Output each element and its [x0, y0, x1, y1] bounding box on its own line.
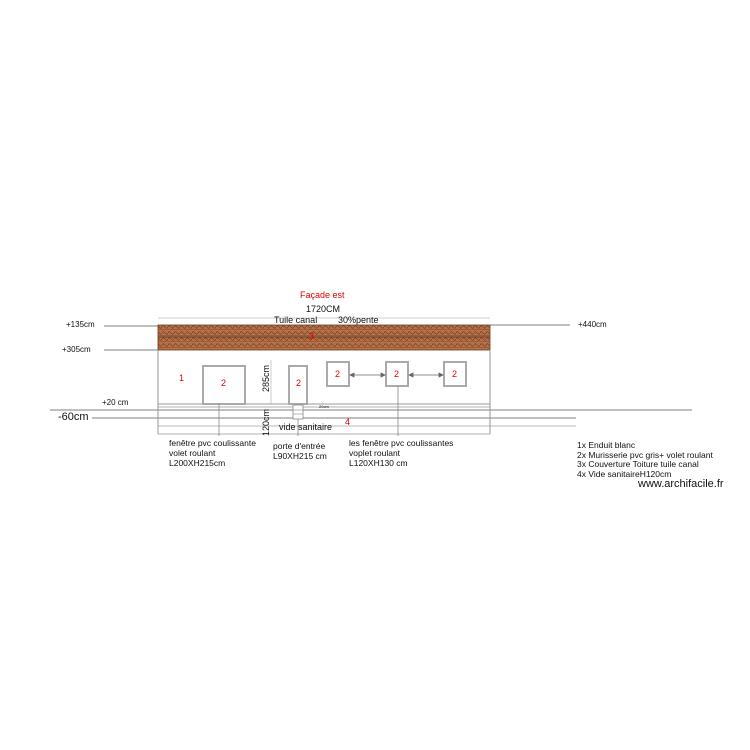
level-ridge-left: +135cm — [66, 320, 95, 329]
marker-roof: 3 — [309, 331, 315, 341]
window-link-arrow-1 — [350, 373, 385, 377]
wall-height-dim: 285cm — [261, 364, 271, 392]
roof-type-label: Tuile canal — [274, 315, 318, 325]
roof-slope-label: 30%pente — [338, 315, 379, 325]
level-floor: +20 cm — [102, 398, 129, 407]
level-ridge-right: +440cm — [578, 320, 607, 329]
callout-line: L200XH215cm — [169, 458, 226, 468]
marker-vide: 4 — [345, 417, 351, 427]
legend-item: 1x Enduit blanc — [577, 440, 636, 450]
legend-item: 3x Couverture Toiture tuile canal — [577, 459, 699, 469]
callout-line: les fenêtre pvc coulissantes — [349, 438, 454, 448]
marker-door: 2 — [296, 378, 302, 388]
callout-line: fenêtre pvc coulissante — [169, 438, 256, 448]
roof — [158, 325, 490, 350]
callout-line: L90XH215 cm — [273, 451, 327, 461]
callout-door — [273, 441, 327, 461]
callout-line: volet roulant — [169, 448, 216, 458]
window-link-arrow-2 — [409, 373, 443, 377]
callout-line: porte d'entrée — [273, 441, 326, 451]
legend — [577, 441, 713, 479]
callout-sliding-window — [169, 438, 256, 468]
level-ground: -60cm — [58, 411, 89, 423]
marker-window-1: 2 — [335, 369, 341, 379]
marker-enduit: 1 — [179, 373, 185, 383]
callout-windows — [349, 438, 453, 468]
crawl-space-label: vide sanitaire — [279, 422, 333, 432]
crawl-height-dim: 120cm — [261, 408, 271, 436]
entrance-step — [293, 405, 303, 419]
watermark: www.archifacile.fr — [638, 478, 724, 490]
callout-line: L120XH130 cm — [349, 458, 408, 468]
marker-window-3: 2 — [452, 369, 458, 379]
callout-line: voplet roulant — [349, 448, 401, 458]
drawing-title: Façade est — [300, 290, 345, 300]
legend-item: 4x Vide sanitaireH120cm — [577, 468, 672, 479]
width-dimension: 1720CM — [306, 304, 341, 314]
small-dim: 20cm — [319, 404, 329, 409]
marker-sliding-window: 2 — [221, 378, 227, 388]
legend-item: 2x Murisserie pvc gris+ volet roulant — [577, 449, 713, 460]
marker-window-2: 2 — [394, 369, 400, 379]
level-eave: +305cm — [62, 345, 91, 354]
